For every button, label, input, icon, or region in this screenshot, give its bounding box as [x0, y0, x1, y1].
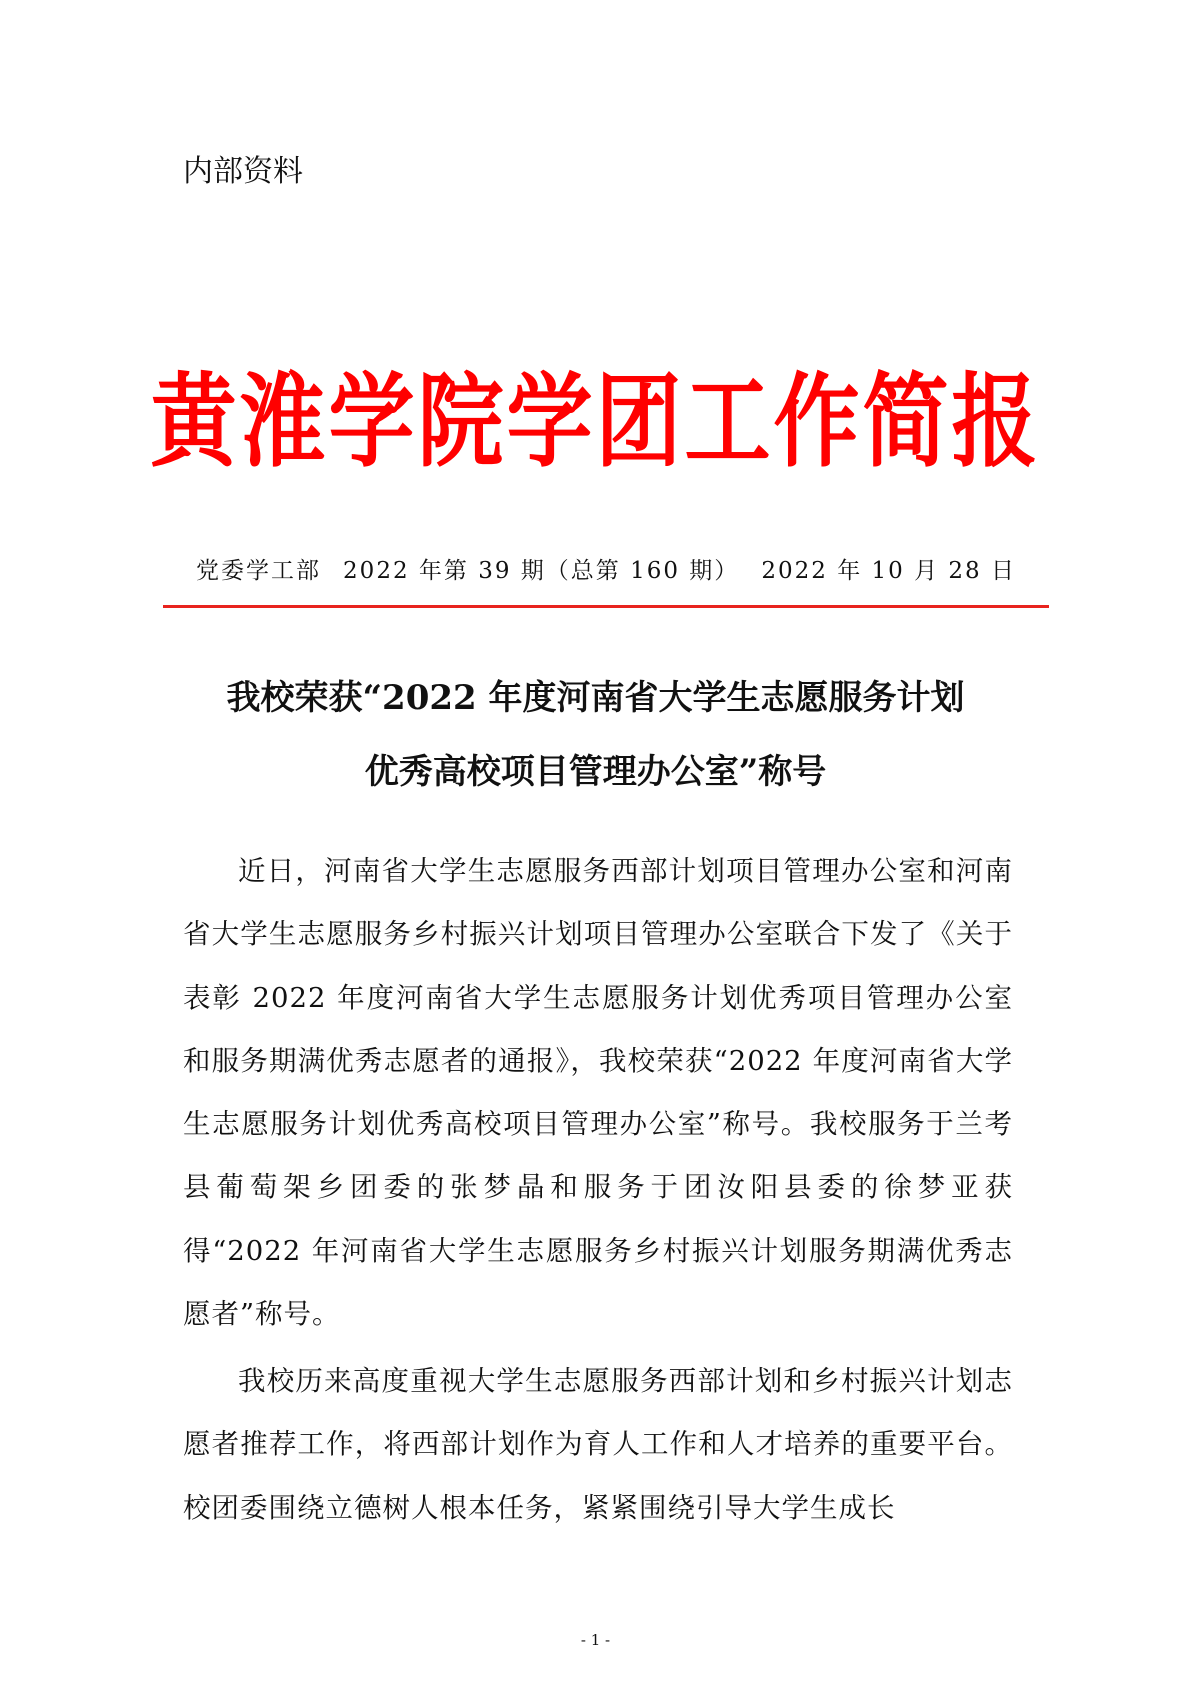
article-title-line-1: 我校荣获“2022 年度河南省大学生志愿服务计划	[226, 678, 965, 718]
article-title-line-2: 优秀高校项目管理办公室”称号	[364, 752, 827, 792]
body-paragraph: 近日，河南省大学生志愿服务西部计划项目管理办公室和河南省大学生志愿服务乡村振兴计划项目管理办公室联合下发了《关于表彰 2022 年度河南省大学生志愿服务计划优秀项目管理办公室和服务期满优秀志愿者的通报》，我校荣获“2022 年度河南省大学生志愿服务计划优秀高校项目管理办公室”称号。我校服务于兰考县葡萄架乡团委的张梦晶和服务于团汝阳县委的徐梦亚获得“2022 年河南省大学生志愿服务乡村振兴计划服务期满优秀志愿者”称号。	[183, 855, 1013, 1331]
issuing-department: 党委学工部	[196, 558, 321, 584]
issue-line	[196, 555, 1016, 587]
issue-number: 2022 年第 39 期（总第 160 期）	[343, 558, 740, 584]
body-paragraph: 我校历来高度重视大学生志愿服务西部计划和乡村振兴计划志愿者推荐工作，将西部计划作为育人工作和人才培养的重要平台。校团委围绕立德树人根本任务，紧紧围绕引导大学生成长	[183, 1365, 1013, 1524]
red-divider	[163, 605, 1049, 608]
issue-date: 2022 年 10 月 28 日	[761, 558, 1016, 584]
page-number: - 1 -	[580, 1631, 611, 1649]
masthead-title: 黄淮学院学团工作简报	[150, 363, 1041, 482]
classification-label: 内部资料	[183, 154, 303, 189]
